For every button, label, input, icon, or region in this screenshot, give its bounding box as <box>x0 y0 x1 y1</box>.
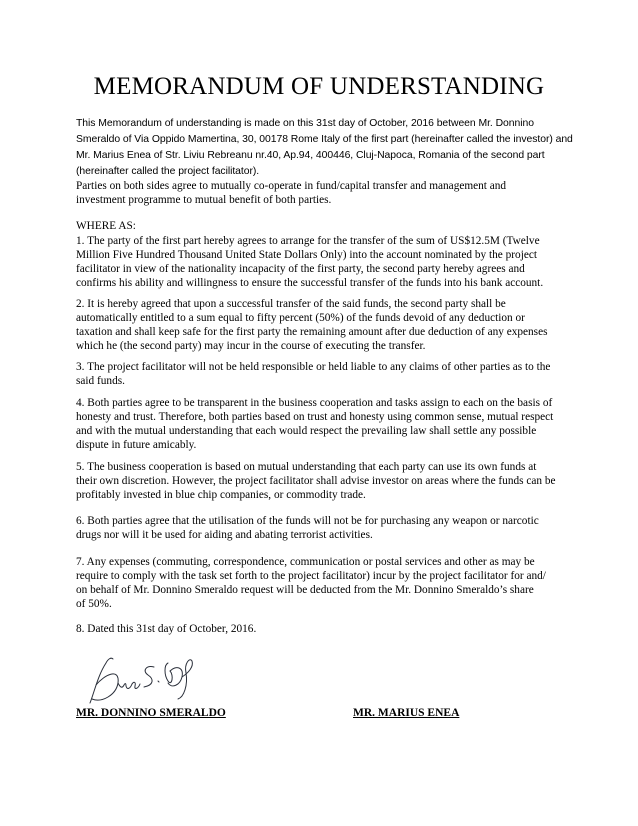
clause-5-line: profitably invested in blue chip companies, or commodity trade. <box>76 489 366 501</box>
clause-1-line: facilitator in view of the nationality incapacity of the first party, the second party hereby agrees and <box>76 263 525 275</box>
clause-4-line: and with the mutual understanding that each would respect the prevailing law shall settle any possible <box>76 425 537 437</box>
intro-line: Mr. Marius Enea of Str. Liviu Rebreanu nr.40, Ap.94, 400446, Cluj-Napoca, Romania of the second part <box>76 150 545 161</box>
clause-5-line: their own discretion. However, the project facilitator shall advise investor on areas where the funds can be <box>76 475 556 487</box>
clause-1-line: 1. The party of the first part hereby agrees to arrange for the transfer of the sum of US$12.5M (Twelve <box>76 235 540 247</box>
clause-4-line: 4. Both parties agree to be transparent in the business cooperation and tasks assign to each on the basis of <box>76 397 553 409</box>
document-title: MEMORANDUM OF UNDERSTANDING <box>93 73 545 100</box>
clause-3-line: said funds. <box>76 375 125 387</box>
clause-8-line: 8. Dated this 31st day of October, 2016. <box>76 623 257 635</box>
clause-6-line: drugs nor will it be used for aiding and abating terrorist activities. <box>76 529 373 541</box>
clause-7-line: of 50%. <box>76 598 112 610</box>
clause-4-line: dispute in future amicably. <box>76 439 197 451</box>
clause-2-line: which he (the second party) may incur in the course of executing the transfer. <box>76 340 426 352</box>
signatory-right-name: MR. MARIUS ENEA <box>353 707 460 719</box>
clause-2-line: 2. It is hereby agreed that upon a successful transfer of the said funds, the second party shall be <box>76 298 506 310</box>
clause-2-line: taxation and shall keep safe for the first party the remaining amount after due deduction of any expenses <box>76 326 548 338</box>
intro-line: (hereinafter called the project facilitator). <box>76 166 260 177</box>
parties-line: investment programme to mutual benefit of both parties. <box>76 194 332 206</box>
clause-2-line: automatically entitled to a sum equal to fifty percent (50%) of the funds devoid of any deduction or <box>76 312 525 324</box>
clause-1-line: confirms his ability and willingness to ensure the successful transfer of the funds into his bank account. <box>76 277 544 289</box>
intro-line: This Memorandum of understanding is made on this 31st day of October, 2016 between Mr. Donnino <box>76 118 534 129</box>
clause-4-line: honesty and trust. Therefore, both parties based on trust and honesty using common sense, mutual respect <box>76 411 554 423</box>
whereas-heading: WHERE AS: <box>76 220 136 232</box>
clause-3-line: 3. The project facilitator will not be held responsible or held liable to any claims of other parties as to the <box>76 361 551 373</box>
clause-7-line: require to comply with the task set forth to the project facilitator) incur by the project facilitator for and/ <box>76 570 546 582</box>
clause-5-line: 5. The business cooperation is based on mutual understanding that each party can use its own funds at <box>76 461 537 473</box>
clause-7-line: 7. Any expenses (commuting, correspondence, communication or postal services and other as may be <box>76 556 535 568</box>
handwritten-signature <box>84 653 204 707</box>
clause-1-line: Million Five Hundred Thousand United State Dollars Only) into the account nominated by the project <box>76 249 537 261</box>
intro-line: Smeraldo of Via Oppido Mamertina, 30, 00178 Rome Italy of the first part (hereinafter called the investor) and <box>76 134 573 145</box>
parties-line: Parties on both sides agree to mutually co-operate in fund/capital transfer and management and <box>76 180 507 192</box>
clause-6-line: 6. Both parties agree that the utilisation of the funds will not be for purchasing any weapon or narcotic <box>76 515 539 527</box>
signatory-left-name: MR. DONNINO SMERALDO <box>76 707 226 719</box>
clause-7-line: on behalf of Mr. Donnino Smeraldo request will be deducted from the Mr. Donnino Smeraldo’s share <box>76 584 534 596</box>
